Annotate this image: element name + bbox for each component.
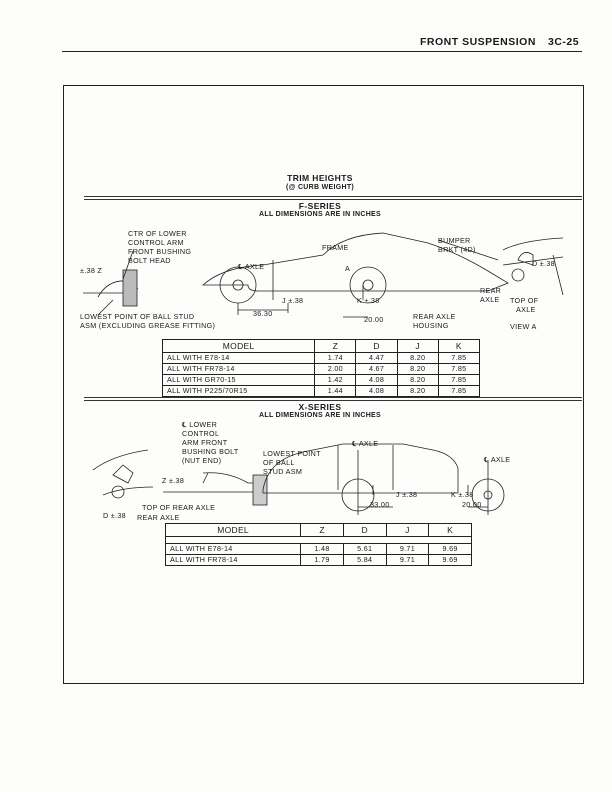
dimension-d: D ±.38 <box>103 511 126 520</box>
f-series-title: F-SERIES <box>298 201 342 211</box>
table-row <box>163 386 480 397</box>
table-cell: 8.20 <box>397 375 438 386</box>
col-header: D <box>356 340 397 353</box>
callout: ℄ AXLE <box>352 439 379 448</box>
callout: REAR <box>480 286 502 295</box>
header-rule <box>62 51 582 52</box>
table-cell: ALL WITH P225/70R15 <box>163 386 315 397</box>
col-header: J <box>386 524 429 537</box>
callout: CTR OF LOWER <box>128 229 187 238</box>
col-header: D <box>343 524 386 537</box>
callout: AXLE <box>480 295 500 304</box>
section-title: FRONT SUSPENSION <box>420 36 536 48</box>
callout: STUD ASM <box>263 467 303 476</box>
callout: BOLT HEAD <box>128 256 171 265</box>
figure-subtitle: (@ CURB WEIGHT) <box>285 184 355 191</box>
table-cell: 7.85 <box>438 364 479 375</box>
dimension-k: K ±.38 <box>451 490 474 499</box>
dimension-z: Z ±.38 <box>162 476 185 485</box>
table-cell: 1.48 <box>301 544 344 555</box>
callout: FRAME <box>322 243 349 252</box>
figure-title: TRIM HEIGHTS <box>287 173 353 183</box>
callout: BUMPER <box>438 236 471 245</box>
col-header: MODEL <box>163 340 315 353</box>
callout: A <box>345 264 351 273</box>
col-header: Z <box>315 340 356 353</box>
col-header: K <box>429 524 472 537</box>
table-cell: 9.69 <box>429 544 472 555</box>
table-cell: 7.85 <box>438 386 479 397</box>
col-header: Z <box>301 524 344 537</box>
f-series-units: ALL DIMENSIONS ARE IN INCHES <box>259 211 381 218</box>
f-series-table <box>162 339 480 397</box>
callout: ARM FRONT <box>182 438 228 447</box>
callout: TOP OF <box>510 296 539 305</box>
dimension-value: 20.00 <box>462 500 482 509</box>
col-header: K <box>438 340 479 353</box>
table-cell: ALL WITH FR78-14 <box>166 555 301 566</box>
callout: ASM (EXCLUDING GREASE FITTING) <box>80 321 216 330</box>
table-cell: 1.79 <box>301 555 344 566</box>
table-cell: ALL WITH E78-14 <box>163 353 315 364</box>
table-cell: 4.47 <box>356 353 397 364</box>
table-cell: 1.44 <box>315 386 356 397</box>
table-row <box>163 353 480 364</box>
table-cell: 5.84 <box>343 555 386 566</box>
dimension-value: 33.00 <box>370 500 390 509</box>
callout: CONTROL <box>182 429 220 438</box>
table-cell: ALL WITH E78-14 <box>166 544 301 555</box>
table-cell: 7.85 <box>438 375 479 386</box>
table-cell: 4.08 <box>356 386 397 397</box>
callout: AXLE <box>516 305 536 314</box>
callout: REAR AXLE <box>137 513 180 522</box>
divider <box>84 196 582 200</box>
callout: ℄ AXLE <box>484 455 511 464</box>
table-cell <box>166 537 472 544</box>
table-cell: ALL WITH GR70-15 <box>163 375 315 386</box>
table-cell: 9.69 <box>429 555 472 566</box>
divider <box>84 397 582 401</box>
x-series-title: X-SERIES <box>298 402 342 412</box>
col-header: MODEL <box>166 524 301 537</box>
dimension-k: K ±.38 <box>357 296 380 305</box>
callout: REAR AXLE <box>413 312 456 321</box>
callout: BRKT (4D) <box>438 245 476 254</box>
table-cell: 8.20 <box>397 353 438 364</box>
dimension-value: 36.30 <box>253 309 273 318</box>
dimension-j: J ±.38 <box>396 490 418 499</box>
col-header: J <box>397 340 438 353</box>
callout: TOP OF REAR AXLE <box>142 503 216 512</box>
callout: ℄ LOWER <box>182 420 218 429</box>
x-series-table <box>165 523 472 566</box>
x-series-diagram <box>63 420 582 520</box>
view-label: VIEW A <box>510 322 537 331</box>
callout: FRONT BUSHING <box>128 247 192 256</box>
callout: (NUT END) <box>182 456 222 465</box>
dimension-z: ±.38 Z <box>80 266 103 275</box>
table-row <box>166 555 472 566</box>
callout: HOUSING <box>413 321 449 330</box>
dimension-d: D ±.38 <box>532 259 555 268</box>
table-cell: 1.74 <box>315 353 356 364</box>
callout: LOWEST POINT OF BALL STUD <box>80 312 195 321</box>
dimension-value: 20.00 <box>364 315 384 324</box>
table-cell: 4.67 <box>356 364 397 375</box>
table-cell: 1.42 <box>315 375 356 386</box>
table-cell: 7.85 <box>438 353 479 364</box>
table-row <box>166 544 472 555</box>
callout: BUSHING BOLT <box>182 447 239 456</box>
page-number: 3C-25 <box>548 36 580 48</box>
table-cell: 4.08 <box>356 375 397 386</box>
x-series-units: ALL DIMENSIONS ARE IN INCHES <box>259 412 381 419</box>
callout: LOWEST POINT <box>263 449 321 458</box>
dimension-j: J ±.38 <box>282 296 304 305</box>
table-cell: 9.71 <box>386 555 429 566</box>
table-cell: 5.61 <box>343 544 386 555</box>
callout: OF BALL <box>263 458 295 467</box>
table-cell: 8.20 <box>397 364 438 375</box>
table-cell: 9.71 <box>386 544 429 555</box>
table-cell: 2.00 <box>315 364 356 375</box>
table-row <box>163 364 480 375</box>
table-cell: ALL WITH FR78-14 <box>163 364 315 375</box>
callout: CONTROL ARM <box>128 238 184 247</box>
table-row <box>163 375 480 386</box>
table-cell: 8.20 <box>397 386 438 397</box>
callout: ℄ AXLE <box>238 262 265 271</box>
